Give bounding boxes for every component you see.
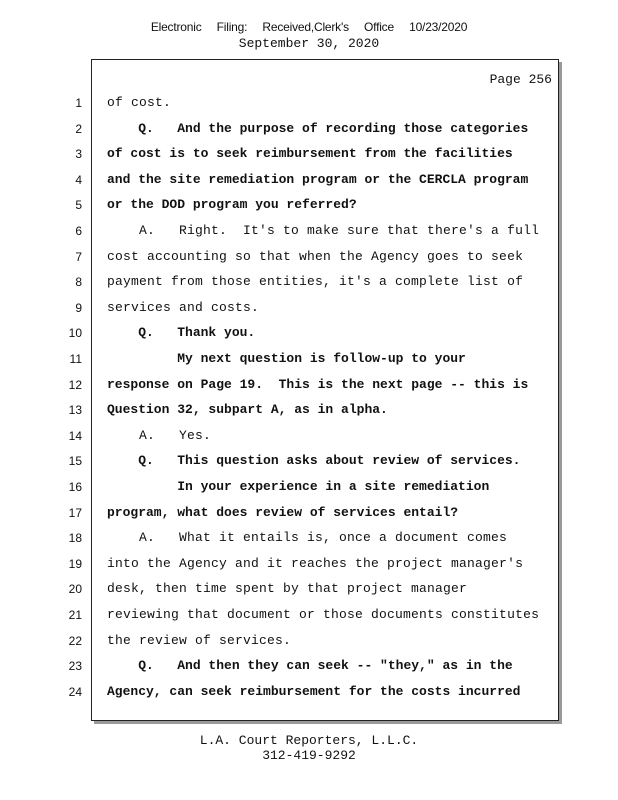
filing-date: 10/23/2020 (409, 20, 468, 34)
line-number: 7 (75, 249, 82, 264)
transcript-line: services and costs. (107, 299, 260, 315)
line-number: 23 (68, 659, 82, 674)
transcript-line: A. What it entails is, once a document comes (107, 530, 508, 546)
line-number: 15 (68, 454, 82, 469)
line-number: 9 (75, 300, 82, 315)
transcript-line: A. Yes. (107, 427, 212, 443)
transcript-line: the review of services. (107, 632, 292, 648)
footer-phone: 312-419-9292 (262, 748, 356, 763)
transcript-line: of cost. (107, 95, 172, 110)
transcript-line: Q. This question asks about review of services. (107, 453, 521, 469)
line-number: 18 (68, 531, 82, 546)
transcript-line: or the DOD program you referred? (107, 197, 357, 213)
page-number: Page 256 (489, 72, 552, 87)
transcript-line: Agency, can seek reimbursement for the costs incurred (107, 683, 521, 699)
line-number: 14 (68, 428, 82, 443)
filing-label: Filing: (216, 20, 248, 34)
line-number: 13 (68, 403, 82, 418)
transcript-line: cost accounting so that when the Agency goes to seek (107, 248, 524, 264)
transcript-line: response on Page 19. This is the next page -- this is (107, 376, 529, 392)
line-number: 4 (75, 172, 82, 187)
line-number: 21 (68, 608, 82, 622)
footer-company: L.A. Court Reporters, L.L.C. (199, 733, 419, 748)
line-number: 22 (68, 633, 82, 648)
transcript-line: desk, then time spent by that project manager (107, 581, 468, 597)
transcript-line: A. Right. It's to make sure that there's a full (107, 223, 540, 238)
line-number: 1 (75, 96, 82, 110)
transcript-line: My next question is follow-up to your (107, 351, 466, 366)
transcript-line: reviewing that document or those documents constitutes (107, 607, 540, 622)
filing-electronic: Electronic (150, 20, 202, 34)
line-number: 19 (68, 556, 82, 571)
transcript-line: Q. And then they can seek -- "they," as in the (107, 658, 513, 674)
deposition-date: September 30, 2020 (238, 36, 380, 51)
transcript-line: Q. Thank you. (107, 325, 256, 341)
transcript-line: In your experience in a site remediation (107, 479, 490, 494)
transcript-line: Question 32, subpart A, as in alpha. (107, 402, 388, 418)
line-number: 8 (75, 275, 82, 290)
line-number: 3 (75, 147, 82, 162)
filing-office: Office (364, 20, 394, 34)
line-number: 24 (68, 684, 82, 699)
line-number: 12 (68, 377, 82, 392)
line-number: 20 (68, 582, 82, 597)
line-number: 17 (68, 505, 82, 520)
line-number: 2 (75, 121, 82, 136)
transcript-line: Q. And the purpose of recording those categories (107, 120, 529, 136)
line-number: 6 (75, 224, 82, 238)
line-number: 16 (68, 480, 82, 494)
line-number: 11 (69, 352, 82, 366)
filing-received: Received,Clerk's (262, 20, 349, 34)
line-number: 5 (75, 198, 82, 213)
transcript-line: of cost is to seek reimbursement from the facilities (107, 146, 513, 162)
transcript-line: program, what does review of services entail? (107, 504, 459, 520)
line-number: 10 (68, 326, 82, 341)
filing-stamp (0, 20, 618, 34)
transcript-line: payment from those entities, it's a complete list of (107, 274, 524, 290)
transcript-line: and the site remediation program or the CERCLA program (107, 171, 529, 187)
transcript-line: into the Agency and it reaches the project manager's (107, 555, 524, 571)
